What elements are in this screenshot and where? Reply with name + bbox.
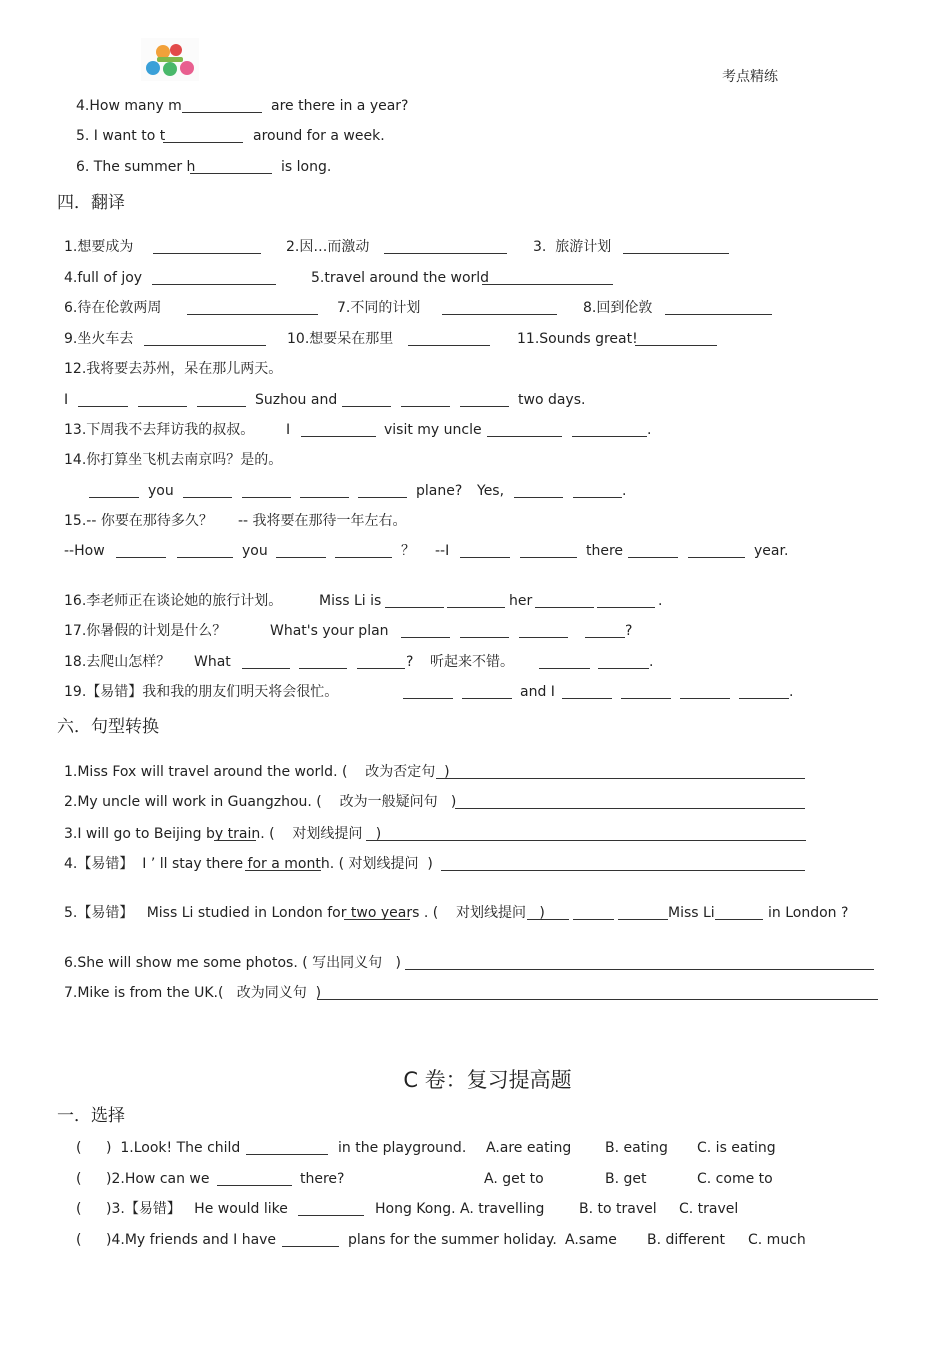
blank[interactable] — [385, 607, 444, 608]
fill-5-tail: around for a week. — [253, 128, 385, 144]
tr-1: 1.想要成为 — [64, 239, 134, 255]
tr-10: 10.想要呆在那里 — [287, 331, 394, 347]
blank[interactable] — [183, 497, 232, 498]
blank[interactable] — [535, 607, 594, 608]
tr-18-c: 听起来不错。 — [430, 654, 514, 670]
blank[interactable] — [520, 557, 577, 558]
tr-16-a: Miss Li is — [319, 593, 382, 609]
blank[interactable] — [317, 999, 878, 1000]
blank[interactable] — [299, 668, 347, 669]
blank[interactable] — [460, 557, 510, 558]
tr-13-prompt: 13.下周我不去拜访我的叔叔。 — [64, 422, 255, 438]
blank[interactable] — [739, 698, 789, 699]
blank[interactable] — [242, 668, 290, 669]
underline-mark — [245, 870, 321, 871]
tr-14-d: . — [622, 483, 627, 499]
blank[interactable] — [462, 698, 512, 699]
mc-1-option-b[interactable]: B. eating — [605, 1140, 668, 1156]
mc-2-option-b[interactable]: B. get — [605, 1171, 647, 1187]
tr-15-b: you — [242, 543, 268, 559]
tr-15-d: --I — [435, 543, 450, 559]
blank[interactable] — [441, 870, 805, 871]
blank[interactable] — [455, 808, 805, 809]
tr-4: 4.full of joy — [64, 270, 143, 286]
tr-15-f: year. — [754, 543, 789, 559]
tr-3: 3. 旅游计划 — [533, 239, 612, 255]
blank[interactable] — [153, 253, 261, 254]
tr-11: 11.Sounds great! — [517, 331, 638, 347]
tr-8: 8.回到伦敦 — [583, 300, 653, 316]
tr-18-prompt: 18.去爬山怎样？ — [64, 654, 171, 670]
tr-19-prompt: 19.【易错】我和我的朋友们明天将会很忙。 — [64, 684, 339, 700]
blank[interactable] — [301, 436, 376, 437]
blank[interactable] — [597, 607, 655, 608]
blank[interactable] — [628, 557, 678, 558]
blank[interactable] — [447, 607, 505, 608]
blank[interactable] — [539, 668, 590, 669]
blank[interactable] — [187, 314, 318, 315]
blank[interactable] — [482, 284, 613, 285]
blank[interactable] — [460, 637, 509, 638]
blank[interactable] — [436, 778, 805, 779]
mc-2-option-a[interactable]: A. get to — [484, 1171, 544, 1187]
blank[interactable] — [403, 698, 453, 699]
st-2: 2.My uncle will work in Guangzhou. ( 改为一般疑问句 ) — [64, 794, 457, 810]
tr-13-a: I — [286, 422, 291, 438]
mc-3-paren: ( — [76, 1201, 82, 1217]
mc-4-question: )4.My friends and I have — [106, 1232, 277, 1248]
blank[interactable] — [562, 698, 612, 699]
blank[interactable] — [598, 668, 649, 669]
blank[interactable] — [665, 314, 772, 315]
blank[interactable] — [197, 406, 246, 407]
blank[interactable] — [163, 142, 243, 143]
blank[interactable] — [585, 637, 625, 638]
tr-12-a: I — [64, 392, 69, 408]
mc-1-option-c[interactable]: C. is eating — [697, 1140, 776, 1156]
st-3: 3.I will go to Beijing by train. ( 对划线提问 ) — [64, 826, 382, 842]
blank[interactable] — [688, 557, 745, 558]
tr-17-a: What's your plan — [270, 623, 389, 639]
fill-6-tail: is long. — [281, 159, 332, 175]
blank[interactable] — [623, 253, 729, 254]
tr-12-b: Suzhou and — [255, 392, 338, 408]
blank[interactable] — [358, 497, 407, 498]
fill-4-tail: are there in a year? — [271, 98, 409, 114]
mc-1-mid: in the playground. — [338, 1140, 467, 1156]
mc-2-mid: there? — [300, 1171, 345, 1187]
blank[interactable] — [152, 284, 276, 285]
tr-15-c: ？ — [401, 543, 415, 559]
blank[interactable] — [217, 1185, 292, 1186]
tr-12-c: two days. — [518, 392, 586, 408]
blank[interactable] — [89, 497, 139, 498]
underline-mark — [214, 840, 256, 841]
blank[interactable] — [357, 668, 405, 669]
tr-18-a: What — [194, 654, 231, 670]
blank[interactable] — [408, 345, 490, 346]
mc-4-option-a[interactable]: A.same — [565, 1232, 617, 1248]
mc-4-paren: ( — [76, 1232, 82, 1248]
tr-17-b: ? — [625, 623, 633, 639]
logo-image — [141, 38, 199, 81]
st-5-tail-b: in London ? — [768, 905, 849, 921]
blank[interactable] — [384, 253, 507, 254]
mc-4-mid: plans for the summer holiday. — [348, 1232, 557, 1248]
tr-19-a: and I — [520, 684, 555, 700]
mc-2-paren: ( — [76, 1171, 82, 1187]
tr-14-prompt: 14.你打算坐飞机去南京吗？是的。 — [64, 452, 283, 468]
blank[interactable] — [527, 919, 569, 920]
blank[interactable] — [335, 557, 392, 558]
blank[interactable] — [282, 1246, 339, 1247]
fill-5-text: 5. I want to t — [76, 128, 166, 144]
mc-3-question: )3.【易错】 He would like — [106, 1201, 288, 1217]
blank[interactable] — [298, 1215, 364, 1216]
tr-16-b: her — [509, 593, 533, 609]
mc-3-option-c[interactable]: C. travel — [679, 1201, 739, 1217]
tr-18-d: . — [649, 654, 654, 670]
blank[interactable] — [242, 497, 291, 498]
mc-3-mid: Hong Kong. A. travelling — [375, 1201, 545, 1217]
tr-14-c: Yes, — [477, 483, 505, 499]
blank[interactable] — [300, 497, 349, 498]
tr-14-a: you — [148, 483, 174, 499]
header-label: 考点精练 — [722, 69, 778, 85]
tr-12-prompt: 12.我将要去苏州，呆在那儿两天。 — [64, 361, 283, 377]
blank[interactable] — [573, 919, 614, 920]
tr-6: 6.待在伦敦两周 — [64, 300, 162, 316]
blank[interactable] — [78, 406, 128, 407]
blank[interactable] — [246, 1154, 328, 1155]
blank[interactable] — [621, 698, 671, 699]
blank[interactable] — [401, 637, 450, 638]
st-7: 7.Mike is from the UK.( 改为同义句 ) — [64, 985, 322, 1001]
tr-2: 2.因…而激动 — [286, 239, 370, 255]
tr-15-a: --How — [64, 543, 105, 559]
blank[interactable] — [680, 698, 730, 699]
mc-4-option-b[interactable]: B. different — [647, 1232, 725, 1248]
blank[interactable] — [405, 969, 874, 970]
blank[interactable] — [460, 406, 509, 407]
blank[interactable] — [514, 497, 563, 498]
underline-mark — [344, 919, 410, 920]
st-6: 6.She will show me some photos. ( 写出同义句 ) — [64, 955, 401, 971]
tr-13-c: . — [647, 422, 652, 438]
blank[interactable] — [276, 557, 326, 558]
tr-14-b: plane? — [416, 483, 463, 499]
tr-18-b: ? — [406, 654, 414, 670]
blank[interactable] — [487, 436, 562, 437]
tr-17-prompt: 17.你暑假的计划是什么？ — [64, 623, 227, 639]
tr-9: 9.坐火车去 — [64, 331, 134, 347]
blank[interactable] — [342, 406, 391, 407]
blank[interactable] — [190, 173, 272, 174]
blank[interactable] — [366, 840, 806, 841]
mc-1-question: ) 1.Look! The child — [106, 1140, 241, 1156]
blank[interactable] — [177, 557, 233, 558]
mc-2-question: )2.How can we — [106, 1171, 210, 1187]
blank[interactable] — [573, 497, 622, 498]
blank[interactable] — [182, 112, 262, 113]
tr-7: 7.不同的计划 — [337, 300, 421, 316]
tr-5: 5.travel around the world — [311, 270, 490, 286]
blank[interactable] — [519, 637, 568, 638]
tr-13-b: visit my uncle — [384, 422, 482, 438]
section-heading-transform: 六．句型转换 — [57, 717, 159, 737]
fill-6-text: 6. The summer h — [76, 159, 196, 175]
st-5-tail-a: Miss Li — [668, 905, 715, 921]
blank[interactable] — [116, 557, 166, 558]
mc-1-option-a[interactable]: A.are eating — [486, 1140, 572, 1156]
st-4: 4.【易错】 I ’ ll stay there for a month. ( 对划线提问 ) — [64, 856, 433, 872]
fill-4-text: 4.How many m — [76, 98, 182, 114]
tr-16-prompt: 16.李老师正在谈论她的旅行计划。 — [64, 593, 283, 609]
tr-19-b: . — [789, 684, 794, 700]
tr-15-prompt: 15.-- 你要在那待多久？ — [64, 513, 213, 529]
blank[interactable] — [401, 406, 450, 407]
blank[interactable] — [715, 919, 763, 920]
blank[interactable] — [144, 345, 266, 346]
blank[interactable] — [572, 436, 647, 437]
tr-16-c: . — [658, 593, 663, 609]
st-5: 5.【易错】 Miss Li studied in London for two years . ( 对划线提问 ) — [64, 905, 545, 921]
tr-15-prompt2: -- 我将要在那待一年左右。 — [238, 513, 407, 529]
section-heading-translate: 四．翻译 — [57, 193, 125, 213]
tr-15-e: there — [586, 543, 624, 559]
section-heading-choice: 一．选择 — [57, 1106, 125, 1126]
mc-3-option-b[interactable]: B. to travel — [579, 1201, 657, 1217]
mc-1-paren: ( — [76, 1140, 82, 1156]
mc-4-option-c[interactable]: C. much — [748, 1232, 806, 1248]
blank[interactable] — [635, 345, 717, 346]
paper-c-title: C 卷：复习提高题 — [403, 1068, 572, 1092]
st-1: 1.Miss Fox will travel around the world. ( 改为否定句 ) — [64, 764, 450, 780]
blank[interactable] — [138, 406, 187, 407]
blank[interactable] — [618, 919, 668, 920]
blank[interactable] — [442, 314, 557, 315]
mc-2-option-c[interactable]: C. come to — [697, 1171, 773, 1187]
